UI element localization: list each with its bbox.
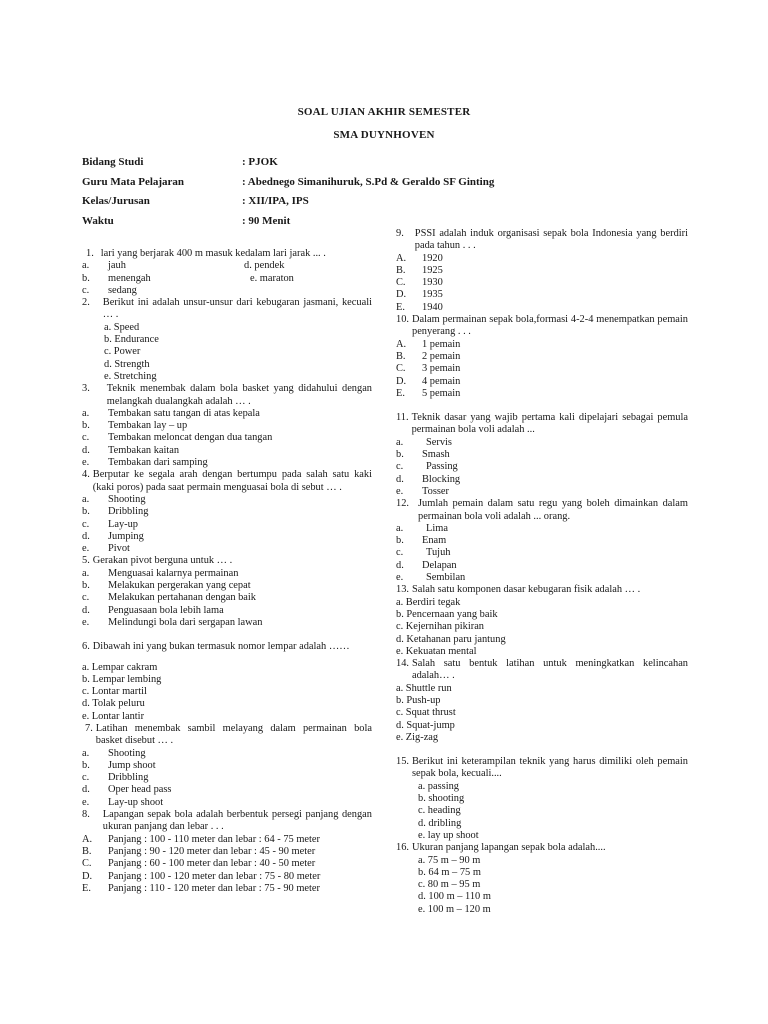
option-c xyxy=(82,592,372,604)
option-d xyxy=(82,445,372,457)
option-text: Shooting xyxy=(108,747,146,759)
option-text: 1 pemain xyxy=(422,338,461,350)
option-text: Tembakan meloncat dengan dua tangan xyxy=(108,432,273,444)
option-text: 4 pemain xyxy=(422,375,461,387)
option-d xyxy=(396,560,688,572)
option-text: Dribbling xyxy=(108,506,149,518)
option-letter: B. xyxy=(396,350,406,362)
option-d: d. Tolak peluru xyxy=(82,698,145,710)
option-c xyxy=(82,432,372,444)
option-letter: a. xyxy=(82,747,90,759)
spacer xyxy=(82,629,372,641)
option-e xyxy=(82,543,372,555)
question-number: 9. xyxy=(396,228,404,239)
info-row-subject xyxy=(82,152,542,172)
option-text: 3 pemain xyxy=(422,363,461,375)
question-stem xyxy=(82,383,372,408)
question-text: Teknik dasar yang wajib pertama kali dipelajari sebagai pemula permainan bola voli adalah ... xyxy=(411,412,688,436)
option-letter: d. xyxy=(82,444,90,456)
left-column xyxy=(82,248,372,895)
info-row-teacher xyxy=(82,172,542,192)
question-number: 14. xyxy=(396,658,409,670)
option-d xyxy=(396,474,688,486)
school-name: SMA DUYNHOVEN xyxy=(333,129,435,141)
option-d xyxy=(244,260,284,272)
option-text: Shooting xyxy=(108,493,146,505)
option-letter: c. xyxy=(82,432,90,444)
option-letter: C. xyxy=(396,363,406,375)
option-text: Blocking xyxy=(422,473,461,485)
option-letter: d. xyxy=(82,784,90,796)
option-letter: c. xyxy=(82,518,90,530)
option-letter: b. xyxy=(82,759,90,771)
option-text: Lay-up shoot xyxy=(108,796,164,808)
option-b xyxy=(82,420,372,432)
info-label: Guru Mata Pelajaran xyxy=(82,175,185,188)
exam-title: SOAL UJIAN AKHIR SEMESTER xyxy=(297,106,471,118)
option-a: a. passing xyxy=(418,780,459,792)
option-letter: A. xyxy=(82,833,93,845)
option-text: d. pendek xyxy=(244,260,285,272)
option-c: c. 80 m – 95 m xyxy=(418,879,481,891)
option-a: a. Speed xyxy=(104,321,140,333)
option-e xyxy=(244,273,294,285)
question-9 xyxy=(396,228,688,314)
option-c: c. Squat thrust xyxy=(396,707,456,719)
option-text: Delapan xyxy=(422,559,457,571)
option-text: 1920 xyxy=(422,252,443,264)
info-label: Kelas/Jurusan xyxy=(82,195,150,208)
question-number: 4. xyxy=(82,469,90,481)
question-stem xyxy=(396,842,688,854)
option-letter: a. xyxy=(82,567,90,579)
option-text: Sembilan xyxy=(426,572,466,584)
question-number: 8. xyxy=(82,809,90,821)
question-stem xyxy=(82,248,372,260)
option-letter: D. xyxy=(396,375,407,387)
option-letter: e. xyxy=(82,457,90,469)
option-text: Tembakan lay – up xyxy=(108,420,188,432)
option-letter: c. xyxy=(396,547,404,559)
question-1 xyxy=(82,248,372,297)
option-text: Jumping xyxy=(108,530,144,542)
question-text: PSSI adalah induk organisasi sepak bola Indonesia yang berdiri pada tahun . . . xyxy=(414,228,688,252)
option-a: a. Lempar cakram xyxy=(82,661,158,673)
option-text: Lima xyxy=(426,522,448,534)
option-c: c. Lontar martil xyxy=(82,686,147,698)
option-letter: b. xyxy=(396,449,404,461)
info-value: : 90 Menit xyxy=(242,214,291,227)
option-c: c. heading xyxy=(418,805,461,817)
option-text: e. maraton xyxy=(250,272,294,284)
question-text: Teknik menembak dalam bola basket yang didahului dengan melangkah dualangkah adalah … . xyxy=(106,383,372,407)
option-letter: b. xyxy=(396,535,404,547)
option-d xyxy=(82,531,372,543)
option-letter: c. xyxy=(82,592,90,604)
option-letter: e. xyxy=(82,616,90,628)
option-letter: B. xyxy=(82,845,92,857)
option-d xyxy=(396,376,688,388)
question-number: 5. xyxy=(82,555,90,567)
option-text: Enam xyxy=(422,535,447,547)
option-d: d. dribling xyxy=(418,817,462,829)
option-letter: D. xyxy=(396,289,407,301)
question-3 xyxy=(82,383,372,469)
option-a xyxy=(396,253,688,265)
question-number: 6. xyxy=(82,641,90,653)
option-text: sedang xyxy=(108,284,137,296)
option-b xyxy=(82,506,372,518)
option-c xyxy=(396,277,688,289)
question-8 xyxy=(82,809,372,895)
exam-info xyxy=(82,152,542,231)
question-stem xyxy=(396,228,688,253)
option-b xyxy=(396,265,688,277)
option-e: e. Stretching xyxy=(104,370,157,382)
question-text: Dibawah ini yang bukan termasuk nomor lempar adalah …… xyxy=(92,641,350,653)
option-e xyxy=(82,883,372,895)
option-letter: b. xyxy=(82,420,90,432)
option-b xyxy=(396,535,688,547)
question-text: Berputar ke segala arah dengan bertumpu pada salah satu kaki (kaki poros) pada saat permain menguasai bola di sebut … . xyxy=(92,469,372,493)
option-letter: c. xyxy=(82,772,90,784)
option-c xyxy=(82,285,372,297)
info-value: : XII/IPA, IPS xyxy=(242,195,309,208)
option-letter: a. xyxy=(396,522,404,534)
option-d xyxy=(396,289,688,301)
option-e: e. Kekuatan mental xyxy=(396,645,477,657)
question-number: 3. xyxy=(82,383,90,395)
spacer xyxy=(82,654,372,662)
question-7 xyxy=(82,723,372,809)
option-b xyxy=(82,846,372,858)
option-text: Pivot xyxy=(108,543,130,555)
question-stem xyxy=(82,723,372,748)
question-6 xyxy=(82,641,372,723)
option-letter: b. xyxy=(82,272,90,284)
option-e xyxy=(396,388,688,400)
option-a: a. 75 m – 90 m xyxy=(418,854,481,866)
question-text: Lapangan sepak bola adalah berbentuk persegi panjang dengan ukuran panjang dan lebar . . . xyxy=(102,809,372,833)
question-4 xyxy=(82,469,372,555)
option-d xyxy=(82,605,372,617)
option-e xyxy=(396,486,688,498)
option-letter: A. xyxy=(396,338,407,350)
question-12 xyxy=(396,498,688,584)
option-c xyxy=(82,858,372,870)
option-text: Melindungi bola dari sergapan lawan xyxy=(108,616,263,628)
question-number: 16. xyxy=(396,842,409,854)
option-text: 1940 xyxy=(422,301,443,313)
option-text: Tujuh xyxy=(426,547,451,559)
option-letter: E. xyxy=(82,882,91,894)
option-a: a. Berdiri tegak xyxy=(396,596,461,608)
option-letter: b. xyxy=(82,506,90,518)
option-c xyxy=(396,461,688,473)
option-e xyxy=(396,572,688,584)
option-letter: a. xyxy=(82,407,90,419)
option-text: Panjang : 60 - 100 meter dan lebar : 40 - 50 meter xyxy=(108,858,316,870)
question-stem xyxy=(396,584,688,596)
question-stem xyxy=(396,314,688,339)
info-value: : Abednego Simanihuruk, S.Pd & Geraldo SF Ginting xyxy=(242,175,495,188)
option-letter: e. xyxy=(396,572,404,584)
option-letter: a. xyxy=(82,493,90,505)
option-text: Jump shoot xyxy=(108,759,156,771)
option-text: 2 pemain xyxy=(422,350,461,362)
option-letter: d. xyxy=(396,559,404,571)
question-10 xyxy=(396,314,688,400)
option-e: e. 100 m – 120 m xyxy=(418,903,491,915)
option-letter: b. xyxy=(82,580,90,592)
option-a xyxy=(396,523,688,535)
option-text: Dribbling xyxy=(108,772,149,784)
option-b: b. Endurance xyxy=(104,334,159,346)
question-stem xyxy=(396,658,688,683)
question-text: Jumlah pemain dalam satu regu yang boleh dimainkan dalam permainan bola voli adalah ... orang. xyxy=(418,498,688,522)
option-c xyxy=(82,519,372,531)
info-label: Bidang Studi xyxy=(82,155,144,168)
option-b: b. Pencernaan yang baik xyxy=(396,608,498,620)
option-a: a. Shuttle run xyxy=(396,682,452,694)
option-text: Melakukan pertahanan dengan baik xyxy=(108,592,257,604)
option-letter: A. xyxy=(396,252,407,264)
option-text: Panjang : 90 - 120 meter dan lebar : 45 - 90 meter xyxy=(108,845,316,857)
question-stem xyxy=(82,555,372,567)
option-text: 5 pemain xyxy=(422,387,461,399)
option-a xyxy=(396,339,688,351)
option-d: d. Squat-jump xyxy=(396,719,455,731)
option-e xyxy=(82,457,372,469)
option-e: e. Zig-zag xyxy=(396,731,439,743)
question-number: 12. xyxy=(396,498,409,510)
option-letter: e. xyxy=(396,485,404,497)
question-stem xyxy=(396,498,688,523)
info-row-class xyxy=(82,191,542,211)
option-a xyxy=(396,437,688,449)
question-stem xyxy=(82,641,372,653)
option-e xyxy=(82,617,372,629)
option-letter: c. xyxy=(82,284,90,296)
question-text: lari yang berjarak 400 m masuk kedalam lari jarak ... . xyxy=(100,248,326,259)
option-a xyxy=(82,260,244,272)
question-stem xyxy=(82,469,372,494)
option-letter: a. xyxy=(82,260,90,272)
spacer xyxy=(396,400,688,412)
option-a xyxy=(82,834,372,846)
question-14 xyxy=(396,658,688,744)
option-letter: e. xyxy=(82,796,90,808)
question-text: Dalam permainan sepak bola,formasi 4-2-4 menempatkan pemain penyerang . . . xyxy=(412,314,688,338)
question-text: Berikut ini keterampilan teknik yang harus dimiliki oleh pemain sepak bola, kecuali.... xyxy=(412,756,688,780)
option-d: d. Ketahanan paru jantung xyxy=(396,633,506,645)
question-stem xyxy=(82,297,372,322)
option-b: b. 64 m – 75 m xyxy=(418,866,481,878)
option-row xyxy=(82,273,372,285)
question-stem xyxy=(396,412,688,437)
option-letter: a. xyxy=(396,436,404,448)
option-c xyxy=(82,772,372,784)
question-text: Salah satu bentuk latihan untuk meningkatkan kelincahan adalah… . xyxy=(412,658,688,682)
option-a xyxy=(82,748,372,760)
spacer xyxy=(396,744,688,756)
option-text: Melakukan pergerakan yang cepat xyxy=(108,580,251,592)
info-value: : PJOK xyxy=(242,155,278,168)
question-stem xyxy=(82,809,372,834)
option-text: Oper head pass xyxy=(108,784,172,796)
option-a xyxy=(82,408,372,420)
option-text: Tembakan dari samping xyxy=(108,457,208,469)
option-b xyxy=(82,273,244,285)
option-text: 1925 xyxy=(422,264,443,276)
option-row xyxy=(82,260,372,272)
option-letter: D. xyxy=(82,870,93,882)
question-11 xyxy=(396,412,688,498)
option-letter: c. xyxy=(396,461,404,473)
question-15 xyxy=(396,756,688,842)
option-c xyxy=(396,547,688,559)
option-a xyxy=(82,568,372,580)
option-text: Tembakan kaitan xyxy=(108,444,180,456)
option-text: Panjang : 100 - 110 meter dan lebar : 64 - 75 meter xyxy=(108,833,320,845)
option-c: c. Kejernihan pikiran xyxy=(396,621,484,633)
question-number: 10. xyxy=(396,314,409,326)
question-number: 13. xyxy=(396,584,409,596)
option-text: menengah xyxy=(108,272,151,284)
option-d: d. Strength xyxy=(104,358,150,370)
option-b: b. shooting xyxy=(418,793,465,805)
option-letter: d. xyxy=(82,530,90,542)
option-text: Panjang : 100 - 120 meter dan lebar : 75 - 80 meter xyxy=(108,870,321,882)
question-number: 1. xyxy=(86,248,94,259)
info-label: Waktu xyxy=(82,214,114,227)
option-a xyxy=(82,494,372,506)
question-number: 2. xyxy=(82,297,90,309)
right-column xyxy=(396,228,688,916)
option-text: 1930 xyxy=(422,277,443,289)
question-text: Salah satu komponen dasar kebugaran fisik adalah … . xyxy=(412,584,641,596)
question-2 xyxy=(82,297,372,383)
question-text: Gerakan pivot berguna untuk … . xyxy=(92,555,233,567)
option-e: e. lay up shoot xyxy=(418,829,479,841)
option-letter: e. xyxy=(82,543,90,555)
option-text: Lay-up xyxy=(108,518,139,530)
option-e xyxy=(396,302,688,314)
option-b xyxy=(82,760,372,772)
option-c xyxy=(396,363,688,375)
question-text: Ukuran panjang lapangan sepak bola adalah.... xyxy=(412,842,606,854)
option-text: Penguasaan bola lebih lama xyxy=(108,604,224,616)
question-stem xyxy=(396,756,688,781)
option-text: Panjang : 110 - 120 meter dan lebar : 75 - 90 meter xyxy=(108,882,320,894)
question-13 xyxy=(396,584,688,658)
option-letter: B. xyxy=(396,264,406,276)
option-letter: E. xyxy=(396,387,405,399)
option-e: e. Lontar lantir xyxy=(82,710,145,722)
option-text: Tembakan satu tangan di atas kepala xyxy=(108,407,260,419)
option-d xyxy=(82,871,372,883)
question-text: Berikut ini adalah unsur-unsur dari kebugaran jasmani, kecuali … . xyxy=(102,297,372,321)
option-letter: C. xyxy=(82,858,92,870)
question-16 xyxy=(396,842,688,916)
question-number: 11. xyxy=(396,412,409,424)
option-b xyxy=(82,580,372,592)
option-text: Servis xyxy=(426,436,452,448)
option-text: 1935 xyxy=(422,289,443,301)
question-number: 7. xyxy=(85,722,93,734)
option-d: d. 100 m – 110 m xyxy=(418,891,491,903)
question-text: Latihan menembak sambil melayang dalam permainan bola basket disebut … . xyxy=(95,722,372,747)
question-5 xyxy=(82,555,372,629)
option-b: b. Push-up xyxy=(396,694,441,706)
option-b xyxy=(396,351,688,363)
option-text: Tosser xyxy=(422,485,449,497)
option-letter: E. xyxy=(396,301,405,313)
option-text: Smash xyxy=(422,449,450,461)
option-text: Menguasai kalarnya permainan xyxy=(108,567,239,579)
option-letter: C. xyxy=(396,277,406,289)
option-b: b. Lempar lembing xyxy=(82,673,162,685)
option-b xyxy=(396,449,688,461)
option-text: Passing xyxy=(426,461,458,473)
question-number: 15. xyxy=(396,756,409,768)
option-letter: d. xyxy=(396,473,404,485)
option-letter: d. xyxy=(82,604,90,616)
option-e xyxy=(82,797,372,809)
option-text: jauh xyxy=(108,260,126,272)
option-d xyxy=(82,784,372,796)
option-c: c. Power xyxy=(104,346,141,358)
